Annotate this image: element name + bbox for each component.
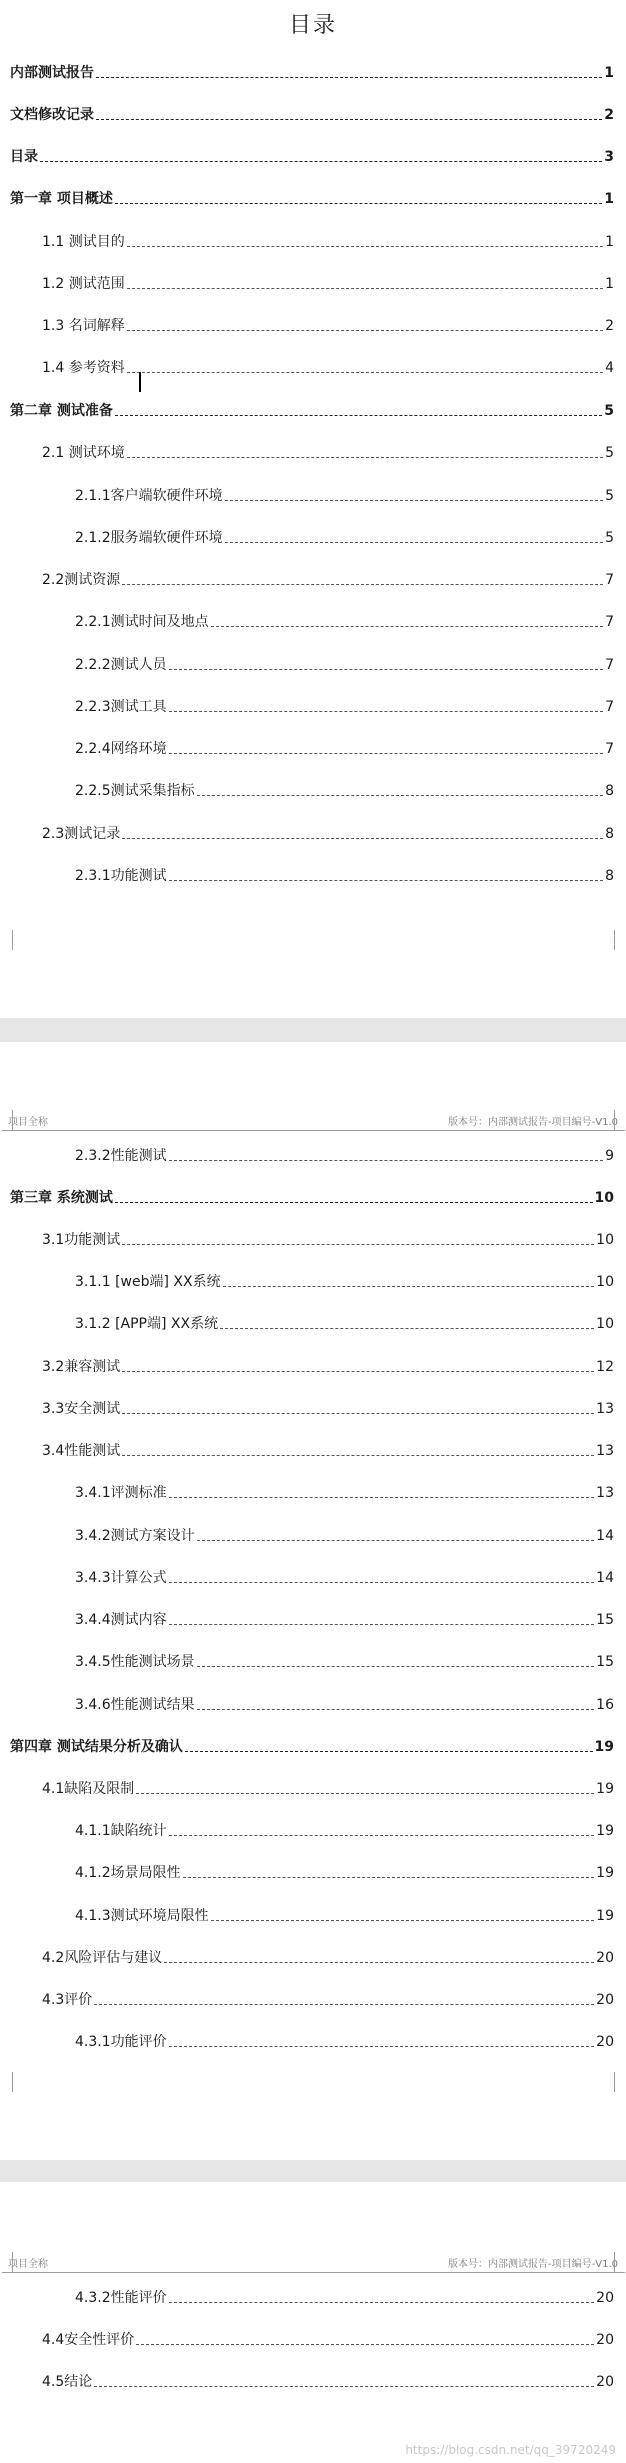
dot-leader bbox=[115, 1202, 593, 1203]
dot-leader bbox=[169, 1624, 595, 1625]
toc-entry[interactable]: 2.3测试记录 8 bbox=[42, 826, 614, 842]
header-version: 版本号：内部测试报告-项目编号-V1.0 bbox=[448, 2259, 618, 2270]
toc-entry[interactable]: 4.5结论 20 bbox=[42, 2374, 614, 2390]
page-header bbox=[8, 1114, 618, 1131]
dot-leader bbox=[169, 2302, 595, 2303]
toc-entry[interactable]: 4.3评价 20 bbox=[42, 1992, 614, 2008]
dot-leader bbox=[122, 1244, 594, 1245]
dot-leader bbox=[197, 1709, 595, 1710]
dot-leader bbox=[197, 1666, 595, 1667]
header-project-name: 项目全称 bbox=[8, 2259, 48, 2270]
toc-entry[interactable]: 2.2.1测试时间及地点 7 bbox=[75, 614, 614, 630]
page-corner-mark bbox=[614, 2252, 625, 2273]
dot-leader bbox=[122, 1371, 594, 1372]
document-page-1 bbox=[0, 0, 626, 1018]
dot-leader bbox=[220, 1328, 594, 1329]
page-separator bbox=[0, 2160, 626, 2182]
dot-leader bbox=[169, 1582, 595, 1583]
toc-entry[interactable]: 3.4.2测试方案设计 14 bbox=[75, 1528, 614, 1544]
toc-entry[interactable]: 2.2.3测试工具 7 bbox=[75, 699, 614, 715]
toc-entry[interactable]: 4.1缺陷及限制 19 bbox=[42, 1781, 614, 1797]
dot-leader bbox=[185, 1751, 593, 1752]
dot-leader bbox=[96, 77, 602, 78]
toc-entry[interactable]: 3.1.1 [web端] XX系统 10 bbox=[75, 1274, 614, 1290]
dot-leader bbox=[169, 2046, 595, 2047]
header-version: 版本号：内部测试报告-项目编号-V1.0 bbox=[448, 1117, 618, 1128]
dot-leader bbox=[223, 1286, 595, 1287]
toc-entry[interactable]: 2.2.4网络环境 7 bbox=[75, 741, 614, 757]
toc-entry[interactable]: 3.4.3计算公式 14 bbox=[75, 1570, 614, 1586]
dot-leader bbox=[94, 2004, 594, 2005]
dot-leader bbox=[136, 2344, 594, 2345]
document-page-3 bbox=[0, 2182, 626, 2463]
toc-entry[interactable]: 4.1.3测试环境局限性 19 bbox=[75, 1908, 614, 1924]
header-project-name: 项目全称 bbox=[8, 1117, 48, 1128]
toc-entry[interactable]: 3.3安全测试 13 bbox=[42, 1401, 614, 1417]
dot-leader bbox=[94, 2386, 594, 2387]
page-corner-mark bbox=[2, 2252, 13, 2273]
dot-leader bbox=[127, 330, 603, 331]
toc-entry[interactable]: 2.3.2性能测试 9 bbox=[75, 1148, 614, 1164]
dot-leader bbox=[183, 1877, 595, 1878]
dot-leader bbox=[40, 161, 602, 162]
dot-leader bbox=[96, 119, 602, 120]
document-page-2 bbox=[0, 1042, 626, 2160]
toc-entry[interactable]: 3.1.2 [APP端] XX系统 10 bbox=[75, 1316, 614, 1332]
toc-entry[interactable]: 3.4.1评测标准 13 bbox=[75, 1485, 614, 1501]
dot-leader bbox=[169, 1835, 595, 1836]
page-header bbox=[8, 2256, 618, 2273]
page-separator bbox=[0, 1018, 626, 1042]
toc-entry[interactable]: 3.2兼容测试 12 bbox=[42, 1359, 614, 1375]
toc-entry[interactable]: 4.2风险评估与建议 20 bbox=[42, 1950, 614, 1966]
toc-entry[interactable]: 2.2测试资源 7 bbox=[42, 572, 614, 588]
toc-entry[interactable]: 2.2.5测试采集指标 8 bbox=[75, 783, 614, 799]
dot-leader bbox=[169, 880, 603, 881]
toc-entry[interactable]: 1.1 测试目的 1 bbox=[42, 234, 614, 250]
page-corner-mark bbox=[2, 1110, 13, 1131]
toc-entry[interactable]: 目录 3 bbox=[10, 149, 614, 165]
dot-leader bbox=[115, 203, 602, 204]
dot-leader bbox=[164, 1962, 594, 1963]
dot-leader bbox=[225, 500, 603, 501]
page-corner-mark bbox=[2, 2072, 13, 2092]
toc-entry[interactable]: 3.1功能测试 10 bbox=[42, 1232, 614, 1248]
toc-entry[interactable]: 4.1.1缺陷统计 19 bbox=[75, 1823, 614, 1839]
toc-entry[interactable]: 3.4性能测试 13 bbox=[42, 1443, 614, 1459]
dot-leader bbox=[122, 1455, 594, 1456]
toc-title: 目录 bbox=[288, 13, 337, 38]
dot-leader bbox=[211, 626, 603, 627]
toc-entry[interactable]: 4.3.2性能评价 20 bbox=[75, 2290, 614, 2306]
dot-leader bbox=[115, 415, 602, 416]
dot-leader bbox=[127, 246, 603, 247]
watermark: https://blog.csdn.net/qq_39720249 bbox=[405, 2443, 616, 2457]
dot-leader bbox=[169, 711, 603, 712]
dot-leader bbox=[169, 753, 603, 754]
dot-leader bbox=[136, 1793, 594, 1794]
toc-entry[interactable]: 2.1 测试环境 5 bbox=[42, 445, 614, 461]
page-corner-mark bbox=[614, 930, 625, 950]
toc-entry[interactable]: 第三章 系统测试 10 bbox=[10, 1190, 614, 1206]
dot-leader bbox=[122, 1413, 594, 1414]
toc-entry[interactable]: 第二章 测试准备 5 bbox=[10, 403, 614, 419]
toc-entry[interactable]: 2.3.1功能测试 8 bbox=[75, 868, 614, 884]
dot-leader bbox=[127, 288, 603, 289]
dot-leader bbox=[127, 457, 603, 458]
dot-leader bbox=[169, 1160, 603, 1161]
toc-entry[interactable]: 1.2 测试范围 1 bbox=[42, 276, 614, 292]
toc-entry[interactable]: 第一章 项目概述 1 bbox=[10, 191, 614, 207]
dot-leader bbox=[197, 1540, 595, 1541]
toc-entry[interactable]: 3.4.4测试内容 15 bbox=[75, 1612, 614, 1628]
toc-entry[interactable]: 文档修改记录 2 bbox=[10, 107, 614, 123]
toc-entry[interactable]: 1.4 参考资料 4 bbox=[42, 360, 614, 376]
toc-entry[interactable]: 4.3.1功能评价 20 bbox=[75, 2034, 614, 2050]
page-corner-mark bbox=[614, 2072, 625, 2092]
dot-leader bbox=[122, 838, 603, 839]
dot-leader bbox=[122, 584, 603, 585]
toc-entry[interactable]: 4.4安全性评价 20 bbox=[42, 2332, 614, 2348]
dot-leader bbox=[197, 795, 603, 796]
toc-entry[interactable]: 2.1.1客户端软硬件环境 5 bbox=[75, 488, 614, 504]
dot-leader bbox=[169, 669, 603, 670]
toc-entry[interactable]: 3.4.5性能测试场景 15 bbox=[75, 1654, 614, 1670]
page-corner-mark bbox=[614, 1110, 625, 1131]
page-corner-mark bbox=[2, 930, 13, 950]
dot-leader bbox=[211, 1920, 595, 1921]
dot-leader bbox=[225, 542, 603, 543]
toc-entry[interactable]: 2.2.2测试人员 7 bbox=[75, 657, 614, 673]
toc-entry[interactable]: 4.1.2场景局限性 19 bbox=[75, 1865, 614, 1881]
text-cursor bbox=[139, 372, 141, 392]
dot-leader bbox=[169, 1497, 595, 1498]
toc-entry[interactable]: 2.1.2服务端软硬件环境 5 bbox=[75, 530, 614, 546]
toc-entry[interactable]: 3.4.6性能测试结果 16 bbox=[75, 1697, 614, 1713]
dot-leader bbox=[127, 372, 603, 373]
toc-entry[interactable]: 1.3 名词解释 2 bbox=[42, 318, 614, 334]
toc-entry[interactable]: 内部测试报告 1 bbox=[10, 65, 614, 81]
toc-entry[interactable]: 第四章 测试结果分析及确认 19 bbox=[10, 1739, 614, 1755]
